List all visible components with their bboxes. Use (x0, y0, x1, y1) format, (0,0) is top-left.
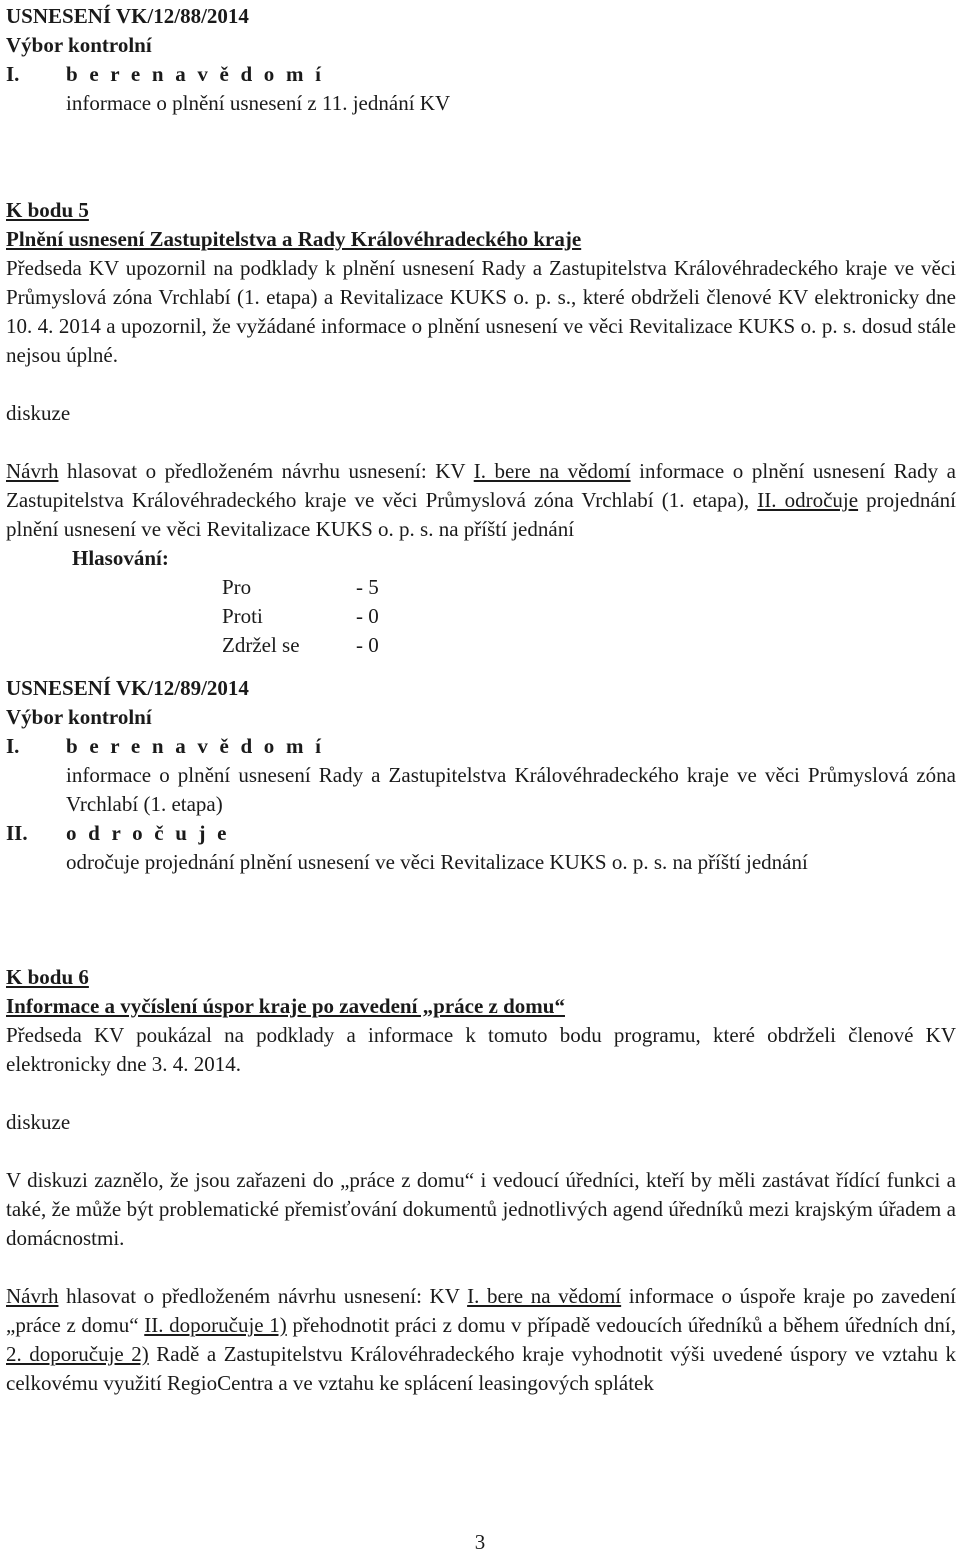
resolution-item (6, 60, 956, 89)
voting-title: Hlasování: (72, 546, 169, 570)
resolution-89 (6, 674, 956, 877)
agenda-item-6 (6, 963, 956, 1398)
resolution-item (6, 819, 956, 848)
resolution-number: USNESENÍ VK/12/88/2014 (6, 4, 249, 28)
vote-row-against (6, 602, 956, 631)
resolution-88 (6, 2, 956, 118)
item-verb: b e r e n a v ě d o m í (66, 62, 325, 86)
agenda-heading: K bodu 6 (6, 965, 89, 989)
proposal-point-3: 2. doporučuje 2) (6, 1342, 149, 1366)
discussion-label: diskuze (6, 1110, 71, 1134)
item-text: informace o plnění usnesení z 11. jednání KV (66, 91, 451, 115)
proposal-text: hlasovat o předloženém návrhu usnesení: KV (58, 1284, 468, 1308)
proposal-text: hlasovat o předloženém návrhu usnesení: KV (58, 459, 474, 483)
item-numeral: II. (6, 821, 28, 845)
proposal-point-2: II. odročuje (757, 488, 859, 512)
proposal-point-1: I. bere na vědomí (473, 459, 631, 483)
vote-count: - 5 (356, 575, 379, 599)
proposal-paragraph (6, 1282, 956, 1398)
vote-label: Pro (222, 575, 252, 599)
vote-row-abstain (6, 631, 956, 660)
proposal-label: Návrh (6, 459, 59, 483)
resolution-item (6, 732, 956, 761)
item-text: informace o plnění usnesení Rady a Zastupitelstva Královéhradeckého kraje ve věci Průmyslová zóna Vrchlabí (1. etapa) (66, 763, 956, 816)
discussion-label: diskuze (6, 401, 71, 425)
document-page (6, 2, 956, 1398)
vote-count: - 0 (356, 604, 379, 628)
item-verb: b e r e n a v ě d o m í (66, 734, 325, 758)
proposal-paragraph (6, 457, 956, 544)
vote-label: Zdržel se (222, 633, 300, 657)
proposal-label: Návrh (6, 1284, 59, 1308)
vote-count: - 0 (356, 633, 379, 657)
item-text: odročuje projednání plnění usnesení ve věci Revitalizace KUKS o. p. s. na příští jednání (66, 850, 808, 874)
agenda-paragraph: Předseda KV upozornil na podklady k plnění usnesení Rady a Zastupitelstva Královéhradeckého kraje ve věci Průmyslová zóna Vrchlabí (1. etapa) a Revitalizace KUKS o. p. s., které obdrželi členové KV elektronicky dne 10. 4. 2014 a upozornil, že vyžádané informace o plnění usnesení ve věci Revitalizace KUKS o. p. s. dosud stále nejsou úplné. (6, 256, 956, 367)
discussion-paragraph: V diskuzi zaznělo, že jsou zařazeni do „práce z domu“ i vedoucí úředníci, kteří by měli zastávat řídící funkci a také, že může být problematické přemisťování dokumentů jednotlivých agend úředníků mezi krajským úřadem a domácnostmi. (6, 1168, 956, 1250)
proposal-text: informace o úspoře kraje po zavedení „práce z domu“ (6, 1284, 956, 1337)
agenda-title: Informace a vyčíslení úspor kraje po zavedení „práce z domu“ (6, 994, 565, 1018)
agenda-paragraph: Předseda KV poukázal na podklady a informace k tomuto bodu programu, které obdrželi členové KV elektronicky dne 3. 4. 2014. (6, 1023, 956, 1076)
committee-name: Výbor kontrolní (6, 33, 152, 57)
vote-row-for (6, 573, 956, 602)
proposal-point-1: I. bere na vědomí (467, 1284, 622, 1308)
committee-name: Výbor kontrolní (6, 705, 152, 729)
proposal-text: projednání plnění usnesení ve věci Revitalizace KUKS o. p. s. na příští jednání (6, 488, 956, 541)
item-numeral: I. (6, 62, 20, 86)
agenda-title: Plnění usnesení Zastupitelstva a Rady Královéhradeckého kraje (6, 227, 582, 251)
page-number: 3 (474, 1530, 486, 1554)
agenda-heading: K bodu 5 (6, 198, 89, 222)
proposal-text: Radě a Zastupitelstvu Královéhradeckého kraje vyhodnotit výši uvedené úspory ve vztahu k celkovému využití RegioCentra a ve vztahu ke splácení leasingových splátek (6, 1342, 956, 1395)
proposal-text: informace o plnění usnesení Rady a Zastupitelstva Královéhradeckého kraje ve věci Průmyslová zóna Vrchlabí (1. etapa), (6, 459, 956, 512)
item-numeral: I. (6, 734, 20, 758)
proposal-point-2: II. doporučuje 1) (144, 1313, 287, 1337)
item-verb: o d r o č u j e (66, 821, 230, 845)
vote-label: Proti (222, 604, 263, 628)
agenda-item-5 (6, 196, 956, 660)
resolution-number: USNESENÍ VK/12/89/2014 (6, 676, 249, 700)
proposal-text: přehodnotit práci z domu v případě vedoucích úředníků a během úředních dní, (286, 1313, 956, 1337)
